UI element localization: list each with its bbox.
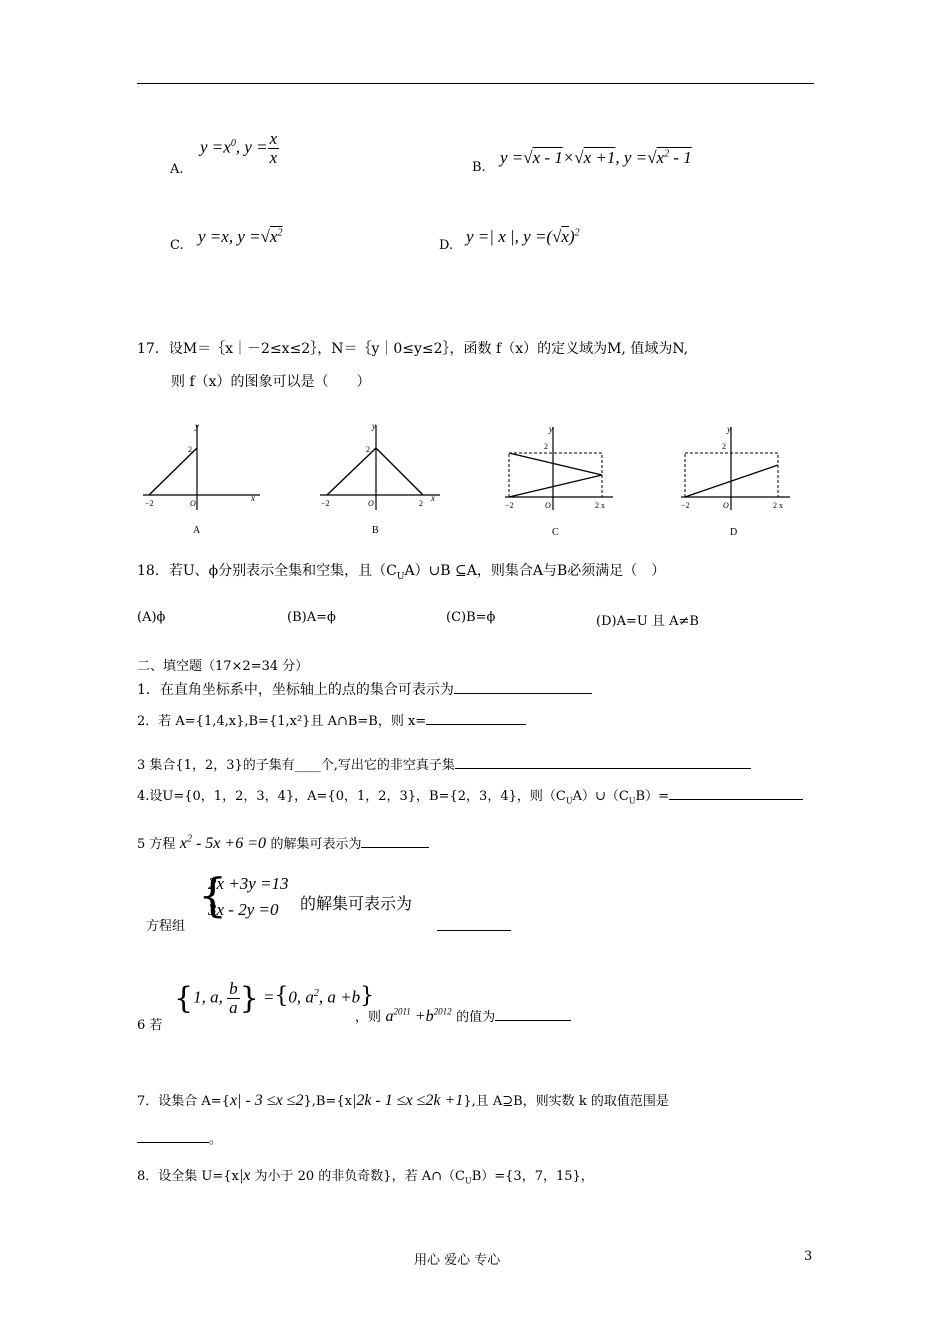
graph-d-label: D: [730, 527, 738, 538]
svg-text:2: 2: [366, 445, 370, 454]
svg-text:−2: −2: [321, 499, 330, 508]
fill-q5b-text: 的解集可表示为: [300, 894, 413, 913]
q18-option-b: (B)A=ϕ: [287, 610, 336, 625]
fill-q6-pre: 6 若: [137, 1018, 163, 1033]
svg-text:2 x: 2 x: [595, 501, 605, 510]
graph-b: [320, 421, 440, 536]
svg-text:y: y: [549, 424, 553, 434]
q17-line1: 17．设M＝｛x｜－2≤x≤2｝，N＝｛y｜0≤y≤2｝，函数 f（x）的定义域为M, 值域为N,: [137, 341, 689, 357]
q18-stem: 18．若U、ϕ分别表示全集和空集，且$(C_UA)\cup B$ ⊆A，则集合A与B必须满足（ ）: [137, 563, 666, 582]
fill-q5b-blank: [437, 915, 511, 931]
svg-text:2: 2: [419, 499, 423, 508]
svg-text:O: O: [723, 501, 729, 510]
svg-text:2: 2: [188, 445, 192, 454]
svg-text:−2: −2: [505, 501, 514, 510]
option-a-label: A.: [170, 162, 184, 177]
footer-text: 用心 爱心 专心: [414, 1253, 501, 1268]
option-c-label: C.: [170, 238, 184, 253]
svg-text:O: O: [190, 499, 196, 508]
fill-q4: 4.设U={0，1，2，3，4}，A={0，1，2，3}，B={2，3，4}，则$(C_UA)\cup(C_UB)=$: [137, 784, 803, 806]
option-b-formula: y =√x - 1×√x +1, $y =√x^2 - 1$: [500, 148, 692, 167]
fill-q8: 8．设全集 U={x|x 为小于 20 的非负奇数}，若 $A\cap(C_UB)=\{3$，7，15}，: [137, 1167, 594, 1186]
fill-q2: 2．若 A={1,4,x},B={1,x²}且 A∩B=B，则 x=: [137, 709, 526, 729]
svg-text:O: O: [368, 499, 374, 508]
svg-text:x: x: [251, 493, 255, 503]
q18-option-c: (C)B=ϕ: [446, 610, 496, 625]
svg-text:O: O: [545, 501, 551, 510]
graph-b-label: B: [372, 525, 379, 536]
graph-c: [505, 424, 613, 538]
section2-title: 二、填空题（17×2=34 分）: [137, 659, 309, 674]
svg-text:−2: −2: [681, 501, 690, 510]
svg-text:y: y: [727, 424, 731, 434]
svg-text:−2: −2: [145, 499, 154, 508]
graph-c-label: C: [552, 527, 559, 538]
svg-text:2: 2: [722, 442, 726, 451]
option-d-label: D.: [439, 238, 454, 253]
q17-line2: 则 f（x）的图象可以是（ ）: [171, 374, 371, 390]
option-d-formula: y =| x |, $y =(√x)^2$: [466, 227, 580, 246]
fill-q7-answer: 。: [137, 1127, 222, 1147]
fill-q5: 5 方程 $x^2 - 5x +6 =0$ 的解集可表示为: [137, 832, 429, 853]
fill-q6-post: ，则 $a^{2011} +b^{2012}$ 的值为: [355, 1005, 571, 1026]
svg-text:x: x: [431, 493, 435, 503]
svg-text:y: y: [195, 421, 199, 431]
fill-q7: 7．设集合 A={x| - 3 ≤x ≤2},B={x|2k - 1 ≤x ≤2k +1},且 A⊇B，则实数 k 的取值范围是: [137, 1092, 669, 1109]
svg-text:2: 2: [544, 442, 548, 451]
page-number: 3: [804, 1249, 813, 1264]
option-c-formula: y =x, $y =√x^2$: [198, 227, 283, 246]
graph-d: [681, 424, 790, 538]
q18-option-a: (A)ϕ: [137, 610, 166, 625]
q17-graphs: [135, 415, 815, 545]
header-rule: [137, 83, 814, 84]
graph-a: [143, 421, 260, 536]
set-equation: {1, a, $\frac{b}{a}$ } ={0, $a^2$, a +b}: [174, 979, 375, 1017]
fill-q3: 3 集合{1，2，3}的子集有____个,写出它的非空真子集: [137, 753, 751, 773]
q18-option-d: (D)A=U 且 A≠B: [596, 614, 699, 629]
svg-text:y: y: [372, 421, 376, 431]
graph-a-label: A: [193, 525, 201, 536]
fill-q5b-label: 方程组: [146, 919, 186, 934]
fill-q1: 1．在直角坐标系中，坐标轴上的点的集合可表示为: [137, 678, 592, 699]
option-a-formula: $y =x^0$, y = $\frac{x}{x}$: [200, 129, 278, 167]
option-b-label: B.: [472, 160, 486, 175]
svg-text:2 x: 2 x: [773, 501, 783, 510]
